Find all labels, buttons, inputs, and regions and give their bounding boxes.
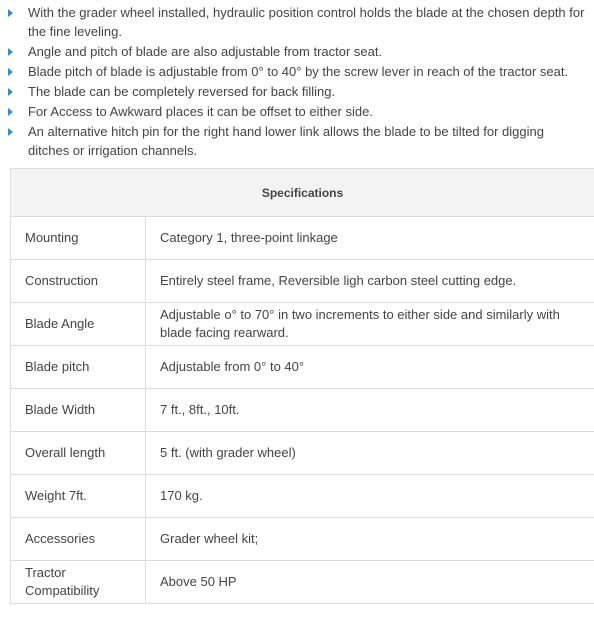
table-row [11,518,594,561]
table-row [11,389,594,432]
feature-text: Angle and pitch of blade are also adjustable from tractor seat. [28,44,383,59]
feature-list [0,0,594,160]
bullet-arrow-icon [8,48,13,56]
specifications-table [10,168,594,604]
spec-value: Above 50 HP [146,561,594,604]
feature-text: An alternative hitch pin for the right hand lower link allows the blade to be tilted for digging ditches or irrigation channels. [28,124,544,158]
bullet-arrow-icon [8,68,13,76]
feature-text: Blade pitch of blade is adjustable from 0° to 40° by the screw lever in reach of the tractor seat. [28,64,569,79]
spec-value: Grader wheel kit; [146,518,594,561]
table-row [11,217,594,260]
spec-value: Adjustable o° to 70° in two increments to either side and similarly with blade facing rearward. [146,303,594,346]
table-row [11,432,594,475]
bullet-arrow-icon [8,128,13,136]
table-header-row [11,169,594,217]
spec-value: 5 ft. (with grader wheel) [146,432,594,475]
feature-text: The blade can be completely reversed for back filling. [28,84,336,99]
bullet-arrow-icon [8,108,13,116]
table-row [11,346,594,389]
table-row [11,561,594,604]
spec-label: Overall length [11,432,146,475]
feature-item [0,42,594,61]
bullet-arrow-icon [8,88,13,96]
spec-value: Category 1, three-point linkage [146,217,594,260]
feature-item [0,122,594,160]
feature-text: With the grader wheel installed, hydraulic position control holds the blade at the chosen depth for the fine leveling. [28,5,585,39]
spec-value: 7 ft., 8ft., 10ft. [146,389,594,432]
spec-value: Entirely steel frame, Reversible ligh carbon steel cutting edge. [146,260,594,303]
spec-label: Construction [11,260,146,303]
spec-label: Tractor Compatibility [11,561,146,604]
feature-item [0,3,594,41]
feature-text: For Access to Awkward places it can be offset to either side. [28,104,373,119]
spec-value: Adjustable from 0° to 40° [146,346,594,389]
table-row [11,475,594,518]
specifications-title: Specifications [11,169,594,217]
spec-label: Blade Angle [11,303,146,346]
spec-label: Blade pitch [11,346,146,389]
spec-label: Mounting [11,217,146,260]
spec-value: 170 kg. [146,475,594,518]
feature-item [0,82,594,101]
bullet-arrow-icon [8,9,13,17]
table-row [11,303,594,346]
feature-item [0,102,594,121]
spec-label: Blade Width [11,389,146,432]
table-row [11,260,594,303]
spec-label: Accessories [11,518,146,561]
spec-label: Weight 7ft. [11,475,146,518]
feature-item [0,62,594,81]
